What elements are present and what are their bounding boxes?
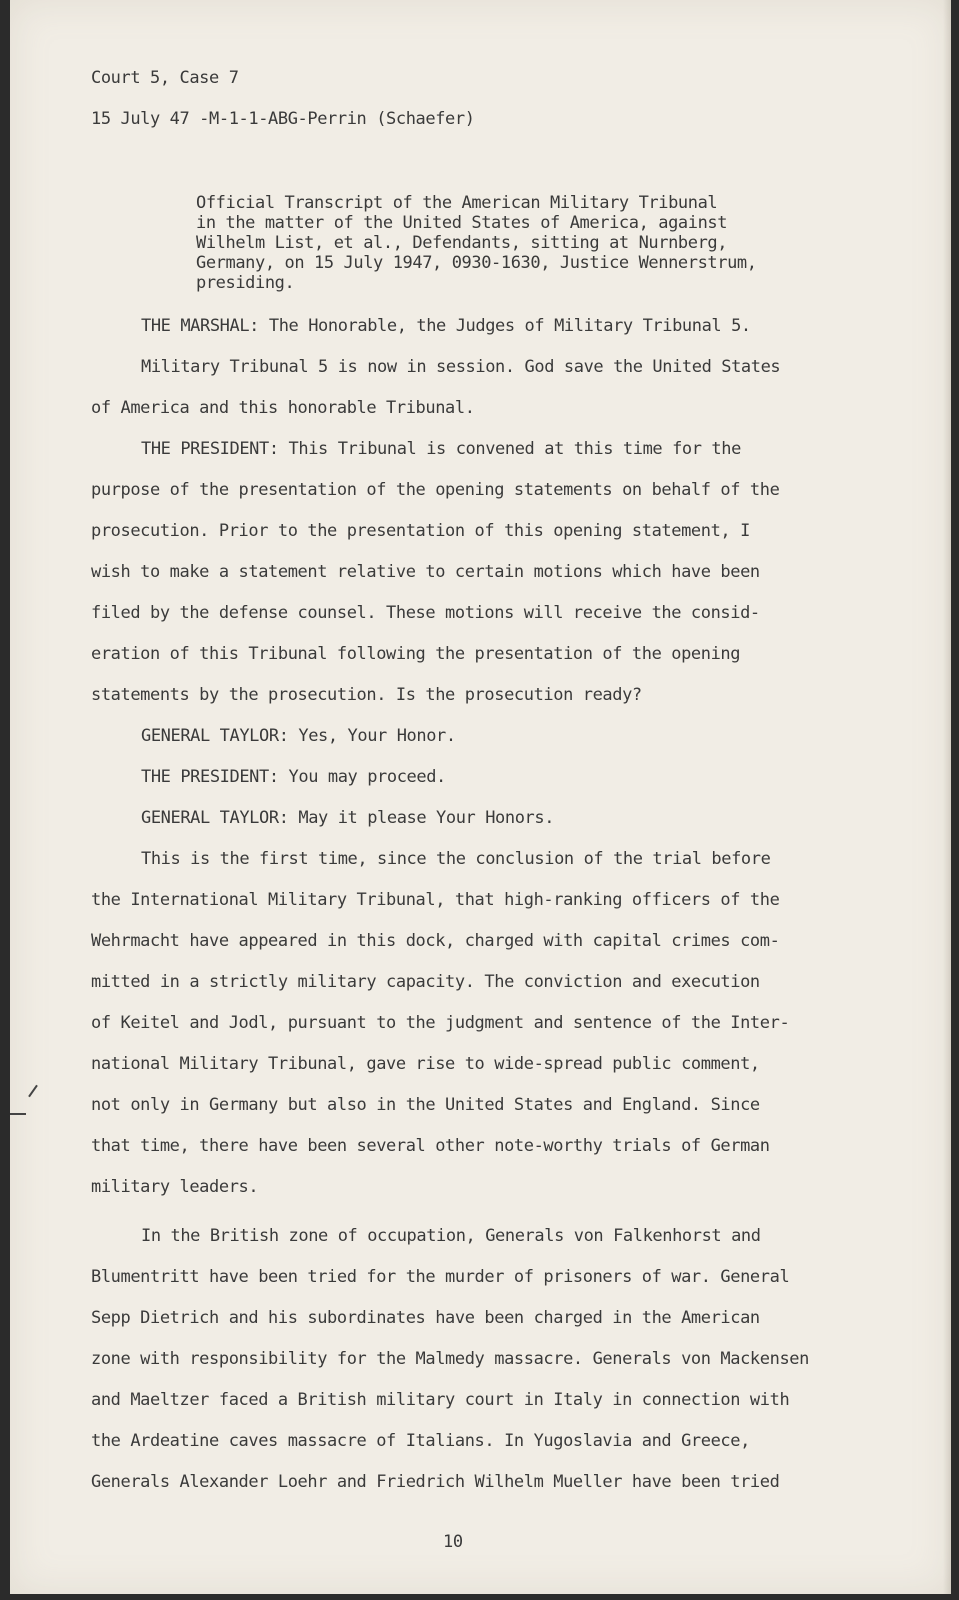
body-line: THE PRESIDENT: You may proceed. [141,767,446,787]
body-line: purpose of the presentation of the opening statements on behalf of the [91,480,780,500]
body-line: national Military Tribunal, gave rise to wide-spread public comment, [91,1054,760,1074]
court-case-line: Court 5, Case 7 [91,68,239,88]
body-line: THE MARSHAL: The Honorable, the Judges of Military Tribunal 5. [141,316,751,336]
body-line: the International Military Tribunal, that high-ranking officers of the [91,890,780,910]
body-line: and Maeltzer faced a British military court in Italy in connection with [91,1390,790,1410]
pencil-mark [10,1113,26,1115]
reference-line: 15 July 47 -M-1-1-ABG-Perrin (Schaefer) [91,109,475,129]
body-line: military leaders. [91,1177,259,1197]
body-line: Generals Alexander Loehr and Friedrich Wilhelm Mueller have been tried [91,1472,780,1492]
pencil-mark [28,1085,38,1098]
body-line: GENERAL TAYLOR: May it please Your Honors. [141,808,555,828]
body-line: not only in Germany but also in the United States and England. Since [91,1095,760,1115]
body-line: THE PRESIDENT: This Tribunal is convened at this time for the [141,439,741,459]
body-line: of Keitel and Jodl, pursuant to the judgment and sentence of the Inter- [91,1013,790,1033]
caption-line: in the matter of the United States of America, against [196,213,728,233]
body-line: Sepp Dietrich and his subordinates have been charged in the American [91,1308,760,1328]
body-line: In the British zone of occupation, Generals von Falkenhorst and [141,1226,761,1246]
body-line: zone with responsibility for the Malmedy massacre. Generals von Mackensen [91,1349,809,1369]
caption-line: Official Transcript of the American Military Tribunal [196,193,718,213]
body-line: eration of this Tribunal following the presentation of the opening [91,644,741,664]
body-line: This is the first time, since the conclusion of the trial before [141,849,771,869]
body-line: the Ardeatine caves massacre of Italians. In Yugoslavia and Greece, [91,1431,750,1451]
body-line: mitted in a strictly military capacity. The conviction and execution [91,972,760,992]
page-number: 10 [443,1532,463,1552]
body-line: Wehrmacht have appeared in this dock, charged with capital crimes com- [91,931,780,951]
transcript-caption [196,193,757,293]
body-line: GENERAL TAYLOR: Yes, Your Honor. [141,726,456,746]
caption-line: Germany, on 15 July 1947, 0930-1630, Justice Wennerstrum, [196,253,757,273]
body-line: statements by the prosecution. Is the prosecution ready? [91,685,642,705]
body-line: prosecution. Prior to the presentation of this opening statement, I [91,521,750,541]
body-line: Military Tribunal 5 is now in session. God save the United States [141,357,781,377]
body-line: wish to make a statement relative to certain motions which have been [91,562,760,582]
body-line: filed by the defense counsel. These motions will receive the consid- [91,603,760,623]
body-line: of America and this honorable Tribunal. [91,398,475,418]
caption-line: Wilhelm List, et al., Defendants, sitting at Nurnberg, [196,233,728,253]
document-page [10,0,951,1594]
body-line: that time, there have been several other note-worthy trials of German [91,1136,770,1156]
caption-line: presiding. [196,273,295,293]
body-line: Blumentritt have been tried for the murder of prisoners of war. General [91,1267,790,1287]
